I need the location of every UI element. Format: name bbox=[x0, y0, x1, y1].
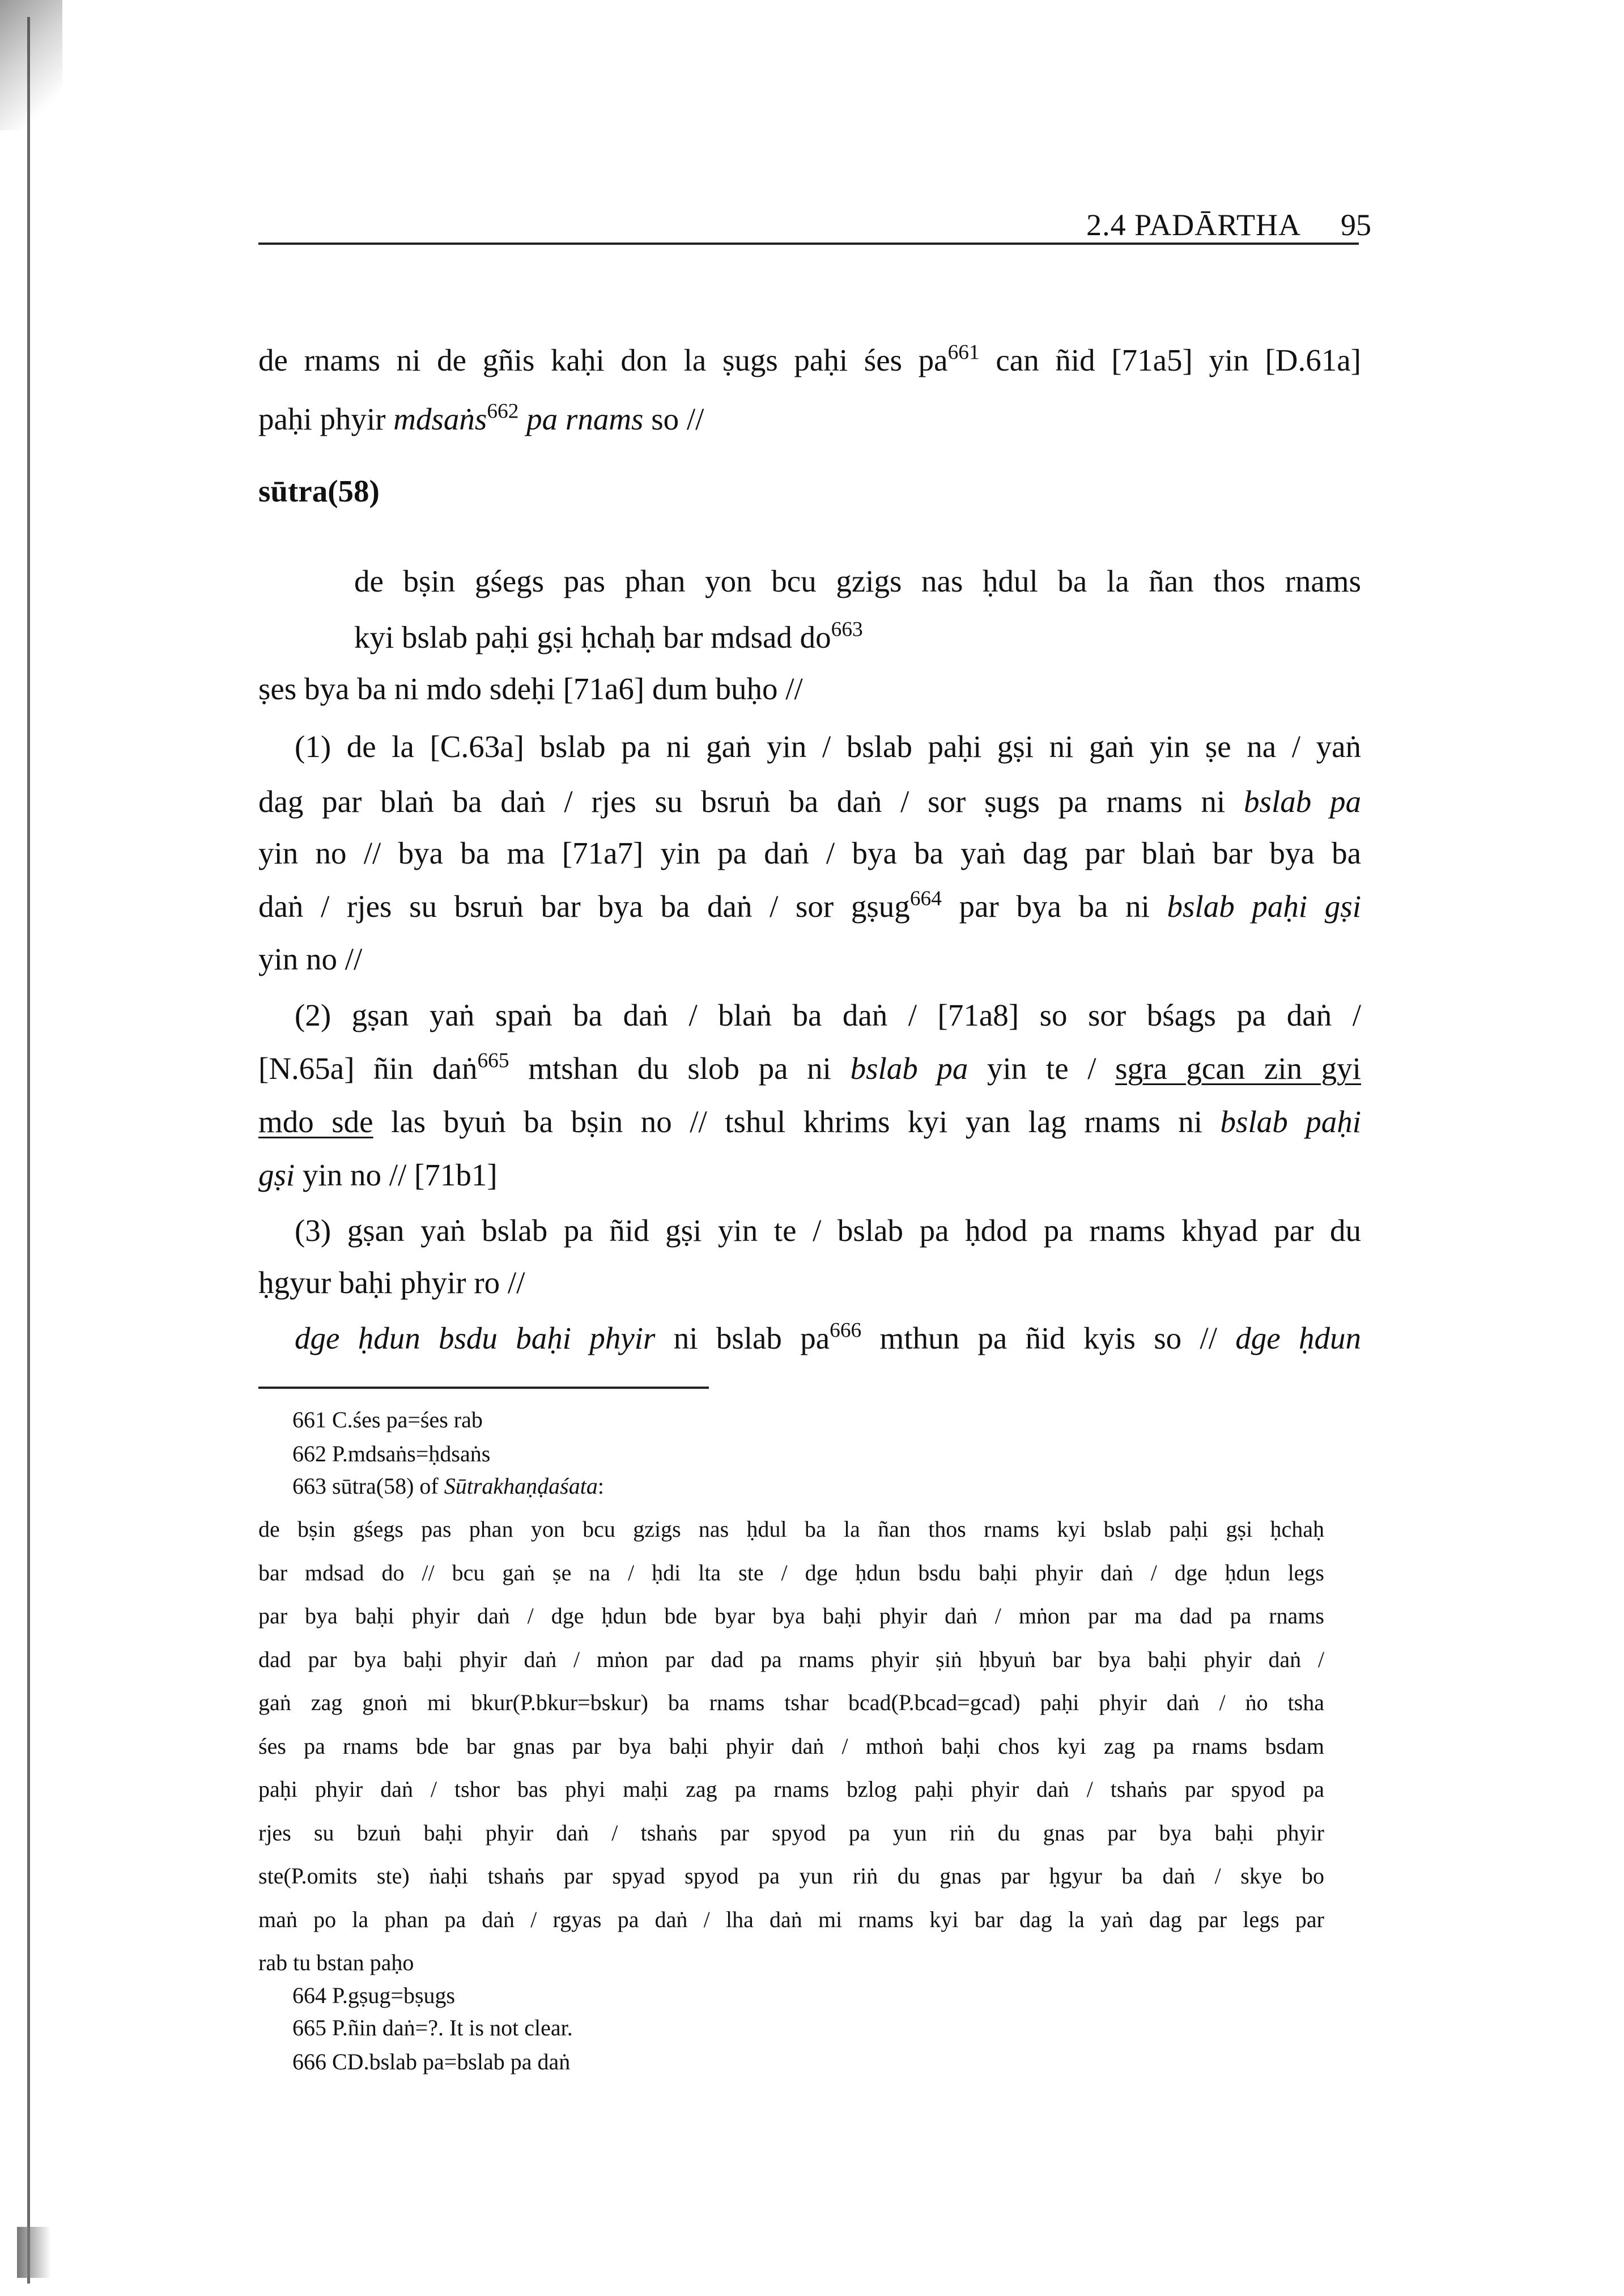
text-span: par bya ba ni bbox=[941, 889, 1167, 924]
text-line bbox=[258, 1102, 1361, 1142]
text-span: mthun pa ñid kyis so // bbox=[861, 1321, 1236, 1355]
italic-text: bslab pa bbox=[1244, 784, 1361, 819]
text-span: kyi bslab paḥi gṣi ḥchaḥ bar mdsad do bbox=[354, 620, 831, 654]
section-title: 2.4 PADĀRTHA bbox=[1086, 208, 1301, 242]
footnote-line bbox=[258, 1947, 1324, 1979]
text-span: can ñid [71a5] yin [D.61a] bbox=[979, 343, 1361, 377]
italic-text: bslab paḥi gṣi bbox=[1167, 889, 1361, 924]
text-line bbox=[258, 471, 1361, 511]
text-span: mtshan du slob pa ni bbox=[509, 1051, 851, 1086]
text-line bbox=[354, 618, 1361, 657]
footnote-line bbox=[258, 1687, 1324, 1719]
text-span: paḥi phyir daṅ / tshor bas phyi maḥi zag pa rnams bzlog paḥi phyir daṅ / tshaṅs par spyod pa bbox=[258, 1776, 1324, 1802]
text-line bbox=[258, 1155, 1361, 1195]
text-span: dad par bya baḥi phyir daṅ / mṅon par dad pa rnams phyir ṣiṅ ḥbyuṅ bar bya baḥi phyir daṅ / bbox=[258, 1646, 1324, 1672]
footnote-line bbox=[258, 1817, 1324, 1849]
text-line bbox=[258, 782, 1361, 822]
italic-text: dge ḥdun bsdu baḥi phyir bbox=[295, 1321, 656, 1355]
text-span: paḥi phyir bbox=[258, 402, 394, 436]
text-span: 662 P.mdsaṅs=ḥdsaṅs bbox=[292, 1441, 491, 1466]
text-span: de bṣin gśegs pas phan yon bcu gzigs nas ḥdul ba la ñan thos rnams kyi bslab paḥi gṣi ḥchaḥ bbox=[258, 1516, 1324, 1542]
scan-binding-shadow bbox=[0, 0, 62, 130]
text-span: de rnams ni de gñis kaḥi don la ṣugs paḥi śes pa bbox=[258, 343, 948, 377]
footnote-line bbox=[292, 1404, 1324, 1436]
italic-text: bslab paḥi bbox=[1220, 1104, 1362, 1139]
text-line bbox=[354, 562, 1361, 601]
scan-binding-foot bbox=[17, 2227, 51, 2278]
footnote-line bbox=[292, 2046, 1324, 2078]
footnote-ref: 666 bbox=[830, 1319, 862, 1342]
text-span: yin no // bya ba ma [71a7] yin pa daṅ / bya ba yaṅ dag par blaṅ bar bya ba bbox=[258, 836, 1361, 870]
text-line bbox=[258, 834, 1361, 873]
text-span: las byuṅ ba bṣin no // tshul khrims kyi yan lag rnams ni bbox=[373, 1104, 1221, 1139]
underlined-text: mdo sde bbox=[258, 1104, 373, 1139]
footnote-ref: 661 bbox=[947, 341, 980, 364]
text-span: dag par blaṅ ba daṅ / rjes su bsruṅ ba daṅ / sor ṣugs pa rnams ni bbox=[258, 784, 1244, 819]
text-span: (3) gṣan yaṅ bslab pa ñid gṣi yin te / bslab pa ḥdod pa rnams khyad par du bbox=[295, 1213, 1361, 1248]
text-span: 664 P.gṣug=bṣugs bbox=[292, 1983, 456, 2008]
text-line bbox=[295, 1319, 1361, 1358]
text-span: 663 sūtra(58) of bbox=[292, 1473, 444, 1499]
italic-text: Sūtrakhaṇḍaśata bbox=[444, 1473, 598, 1499]
text-span: yin no // [71b1] bbox=[295, 1158, 498, 1192]
text-span: 665 P.ñin daṅ=?. It is not clear. bbox=[292, 2015, 573, 2040]
section-heading: sūtra(58) bbox=[258, 474, 380, 508]
scan-binding-edge bbox=[27, 17, 30, 2284]
text-line bbox=[258, 887, 1361, 926]
text-span: 666 CD.bslab pa=bslab pa daṅ bbox=[292, 2049, 571, 2074]
text-span: maṅ po la phan pa daṅ / rgyas pa daṅ / lha daṅ mi rnams kyi bar dag la yaṅ dag par legs par bbox=[258, 1906, 1324, 1932]
footnote-line bbox=[258, 1600, 1324, 1632]
text-line bbox=[258, 939, 1361, 979]
text-line bbox=[258, 669, 1361, 709]
footnote-ref: 664 bbox=[909, 887, 942, 911]
italic-text: mdsaṅs bbox=[393, 402, 487, 436]
italic-text: gṣi bbox=[258, 1158, 295, 1192]
text-span: rab tu bstan paḥo bbox=[258, 1950, 414, 1975]
footnote-line bbox=[292, 1980, 1324, 2012]
text-span: ḥgyur baḥi phyir ro // bbox=[258, 1265, 525, 1300]
text-span: (1) de la [C.63a] bslab pa ni gaṅ yin / bslab paḥi gṣi ni gaṅ yin ṣe na / yaṅ bbox=[295, 729, 1361, 764]
text-line bbox=[258, 1049, 1361, 1089]
underlined-text: sgra gcan zin gyi bbox=[1115, 1051, 1361, 1086]
text-span: ṣes bya ba ni mdo sdeḥi [71a6] dum buḥo // bbox=[258, 671, 803, 706]
text-span: (2) gṣan yaṅ spaṅ ba daṅ / blaṅ ba daṅ / [71a8] so sor bśags pa daṅ / bbox=[295, 998, 1361, 1032]
text-span: bar mdsad do // bcu gaṅ ṣe na / ḥdi lta ste / dge ḥdun bsdu baḥi phyir daṅ / dge ḥdun legs bbox=[258, 1559, 1324, 1585]
text-span: yin no // bbox=[258, 942, 363, 976]
footnote-line bbox=[258, 1557, 1324, 1589]
text-span: śes pa rnams bde bar gnas par bya baḥi phyir daṅ / mthoṅ baḥi chos kyi zag pa rnams bsdam bbox=[258, 1733, 1324, 1759]
text-line bbox=[295, 727, 1361, 767]
italic-text: bslab pa bbox=[850, 1051, 968, 1086]
text-span: 661 C.śes pa=śes rab bbox=[292, 1407, 483, 1432]
running-header bbox=[1043, 207, 1371, 243]
text-span: : bbox=[597, 1473, 604, 1499]
italic-text: pa rnams bbox=[518, 402, 644, 436]
footnote-line bbox=[258, 1730, 1324, 1762]
italic-text: dge ḥdun bbox=[1235, 1321, 1361, 1355]
text-line bbox=[258, 341, 1361, 380]
footnote-line bbox=[258, 1644, 1324, 1676]
footnote-ref: 662 bbox=[487, 399, 519, 423]
footnote-line bbox=[292, 1470, 1324, 1502]
footnote-rule bbox=[258, 1387, 709, 1389]
text-line bbox=[258, 1263, 1361, 1303]
text-span: rjes su bzuṅ baḥi phyir daṅ / tshaṅs par spyod pa yun riṅ du gnas par bya baḥi phyir bbox=[258, 1819, 1324, 1846]
footnote-line bbox=[258, 1513, 1324, 1545]
text-line bbox=[258, 399, 1361, 439]
text-span: par bya baḥi phyir daṅ / dge ḥdun bde byar bya baḥi phyir daṅ / mṅon par ma dad pa rnams bbox=[258, 1603, 1324, 1629]
text-line bbox=[295, 1211, 1361, 1251]
text-span: [N.65a] ñin daṅ bbox=[258, 1051, 478, 1086]
text-span: yin te / bbox=[968, 1051, 1116, 1086]
text-span: so // bbox=[643, 402, 704, 436]
footnote-line bbox=[292, 1438, 1324, 1470]
text-span: ni bslab pa bbox=[655, 1321, 830, 1355]
footnote-line bbox=[258, 1904, 1324, 1936]
text-line bbox=[295, 996, 1361, 1035]
footnote-line bbox=[258, 1774, 1324, 1805]
footnote-line bbox=[292, 2012, 1324, 2044]
page-number: 95 bbox=[1341, 208, 1371, 242]
footnote-line bbox=[258, 1860, 1324, 1892]
text-span: de bṣin gśegs pas phan yon bcu gzigs nas ḥdul ba la ñan thos rnams bbox=[354, 564, 1361, 598]
text-span: ste(P.omits ste) ṅaḥi tshaṅs par spyad spyod pa yun riṅ du gnas par ḥgyur ba daṅ / skye bo bbox=[258, 1863, 1324, 1889]
text-span: daṅ / rjes su bsruṅ bar bya ba daṅ / sor gṣug bbox=[258, 889, 910, 924]
footnote-ref: 663 bbox=[831, 618, 863, 641]
header-rule bbox=[258, 243, 1359, 245]
text-span: gaṅ zag gnoṅ mi bkur(P.bkur=bskur) ba rnams tshar bcad(P.bcad=gcad) paḥi phyir daṅ / ṅo tsha bbox=[258, 1690, 1324, 1715]
footnote-ref: 665 bbox=[477, 1049, 509, 1073]
